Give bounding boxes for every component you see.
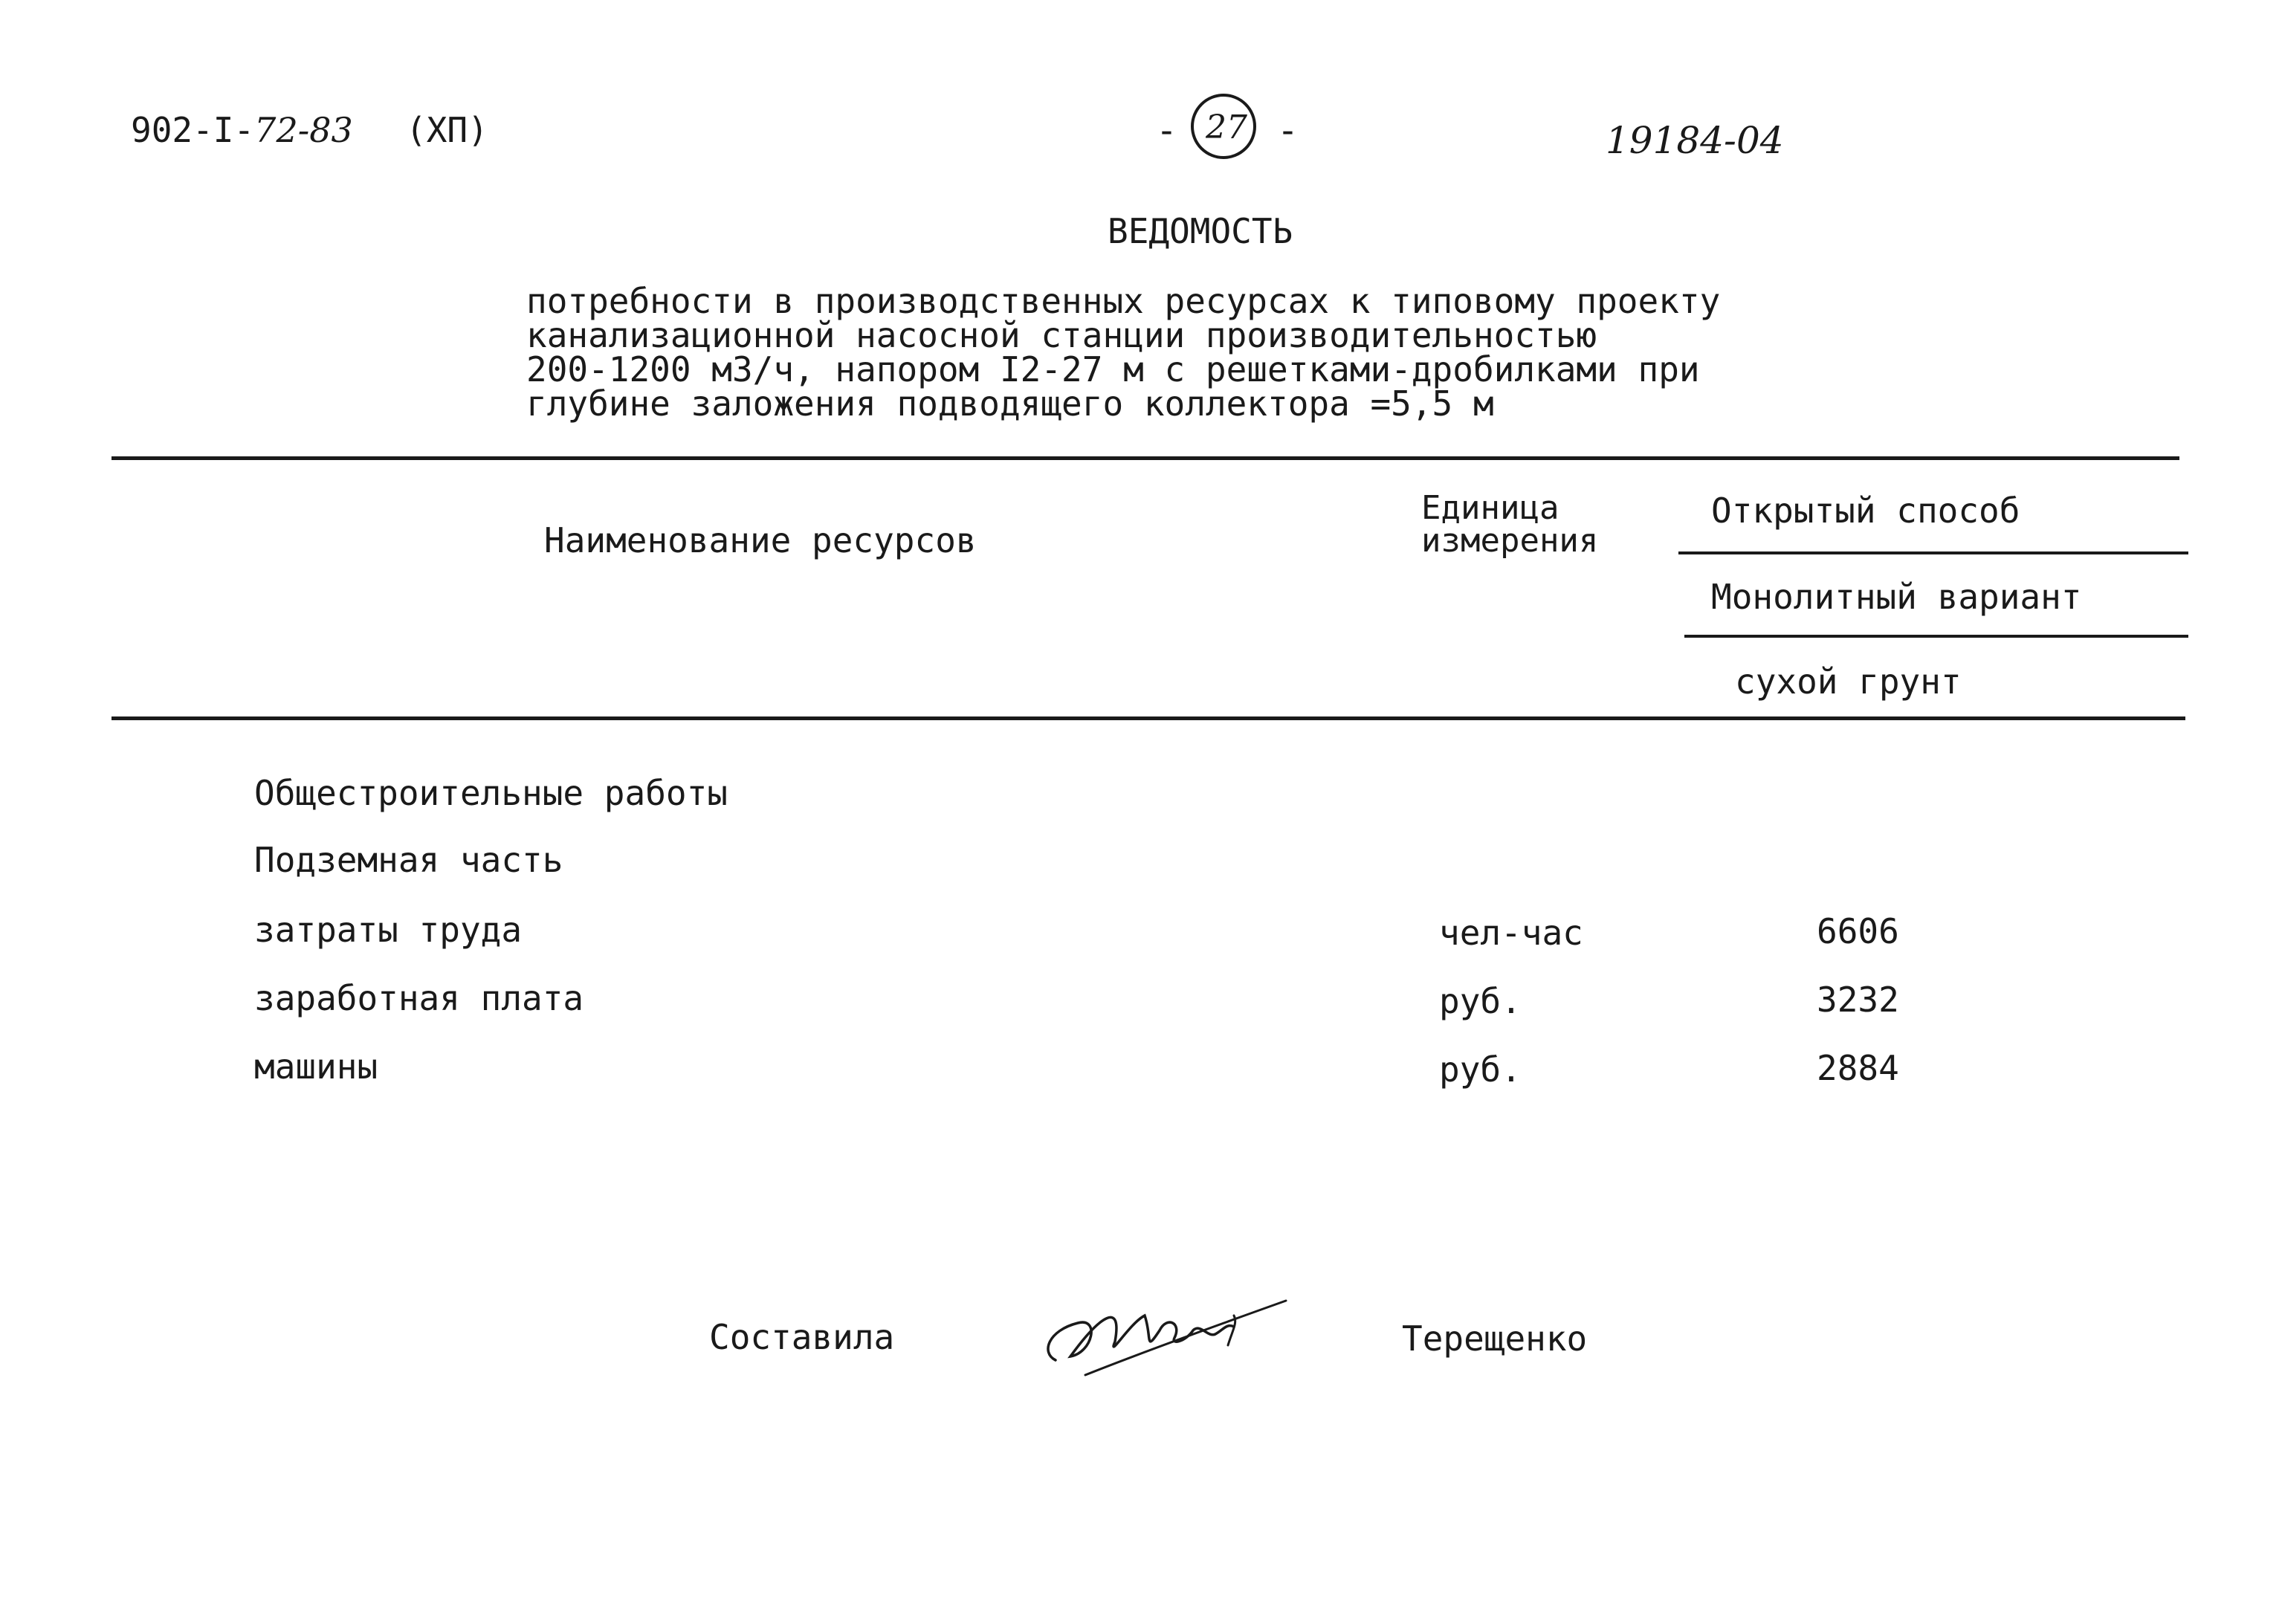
section-title: Общестроительные работы (254, 773, 728, 813)
row-value: 6606 (1817, 911, 1899, 951)
page-dash-right: - (1277, 110, 1299, 152)
table-header-bottom-rule (111, 716, 2185, 720)
compiler-name: Терещенко (1402, 1319, 1588, 1359)
doc-number-handwritten: 72-83 (254, 110, 353, 150)
header-method: Открытый способ (1711, 491, 2020, 531)
row-value: 3232 (1817, 980, 1899, 1020)
subsection-title: Подземная часть (254, 840, 563, 880)
page-dash-left: - (1156, 110, 1177, 152)
intro-line: глубине заложения подводящего коллектора =5,5 м (526, 384, 1494, 424)
header-unit-line1: Единица (1421, 489, 1559, 527)
row-unit: руб. (1439, 981, 1522, 1021)
header-resource-name: Наименование ресурсов (544, 520, 977, 560)
signature (1033, 1271, 1293, 1382)
header-unit-line2: измерения (1421, 522, 1599, 560)
header-method-rule (1678, 551, 2188, 554)
row-resource-name: затраты труда (254, 910, 523, 950)
intro-line: 200-1200 м3/ч, напором I2-27 м с решетками-дробилками при (526, 349, 1700, 389)
header-variant: Монолитный вариант (1711, 577, 2082, 617)
document-title: ВЕДОМОСТЬ (1108, 211, 1293, 251)
page-number: 27 (1206, 109, 1247, 146)
row-resource-name: заработная плата (254, 978, 584, 1018)
page-number-circle (1191, 94, 1256, 159)
header-variant-rule (1684, 635, 2188, 638)
row-value: 2884 (1817, 1048, 1899, 1088)
row-unit: руб. (1439, 1049, 1522, 1090)
inventory-number: 19184-04 (1606, 119, 1784, 162)
intro-line: канализационной насосной станции производительностью (526, 315, 1597, 355)
header-soil: сухой грунт (1735, 661, 1962, 702)
row-resource-name: машины (254, 1046, 378, 1087)
series-code: (XП) (406, 110, 488, 150)
intro-line: потребности в производственных ресурсах к типовому проекту (526, 281, 1721, 321)
row-unit: чел-час (1439, 913, 1583, 953)
compiled-by-label: Составила (709, 1317, 895, 1357)
doc-number: 902-I-72-83 (131, 110, 353, 150)
intro-paragraph (526, 281, 1721, 424)
table-top-rule (111, 456, 2179, 460)
